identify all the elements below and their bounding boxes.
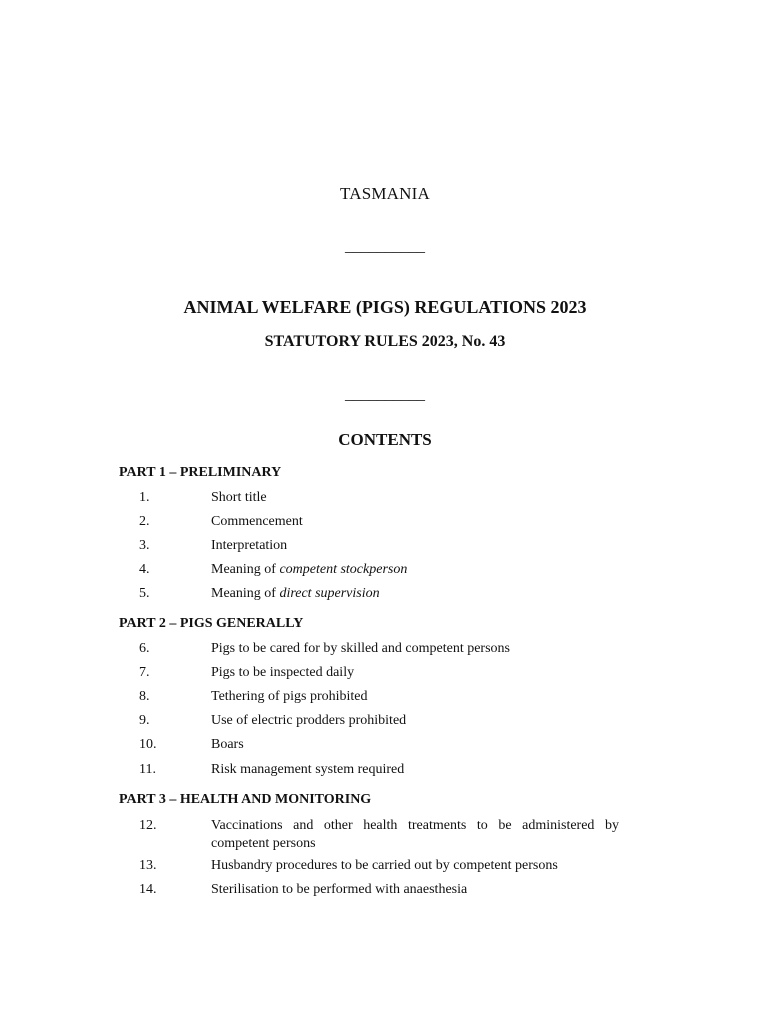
- statutory-rules-subtitle: STATUTORY RULES 2023, No. 43: [264, 333, 506, 350]
- toc-entry-number: 8.: [139, 689, 150, 704]
- toc-entry-number: 6.: [139, 641, 150, 656]
- toc-entry-number: 11.: [139, 762, 156, 777]
- toc-entry-number: 2.: [139, 514, 150, 529]
- toc-entry-title: Pigs to be inspected daily: [211, 665, 355, 680]
- part-2-heading: PART 2 – PIGS GENERALLY: [119, 616, 304, 631]
- document-title: ANIMAL WELFARE (PIGS) REGULATIONS 2023: [183, 297, 587, 317]
- toc-entry-number: 3.: [139, 538, 150, 553]
- toc-entry-title: [211, 817, 619, 853]
- toc-entry-number: 14.: [139, 882, 157, 897]
- toc-entry-title: Risk management system required: [211, 762, 405, 777]
- separator-line-2: __________: [345, 386, 425, 403]
- part-3-heading: PART 3 – HEALTH AND MONITORING: [119, 792, 372, 807]
- toc-entry-number: 12.: [139, 818, 157, 833]
- toc-entry-number: 5.: [139, 586, 150, 601]
- toc-entry-title-italic: competent stockperson: [279, 562, 408, 577]
- toc-entry-title: [211, 585, 619, 603]
- contents-heading: CONTENTS: [338, 430, 432, 449]
- toc-entry-title-italic: direct supervision: [279, 586, 380, 601]
- separator-line: __________: [345, 238, 425, 255]
- toc-entry-title: Boars: [211, 737, 244, 752]
- toc-entry-title: Husbandry procedures to be carried out by competent persons: [211, 858, 558, 873]
- toc-entry-number: 10.: [139, 737, 157, 752]
- toc-entry-title: Tethering of pigs prohibited: [211, 689, 368, 704]
- toc-entry-number: 7.: [139, 665, 150, 680]
- toc-entry-title-line-2: competent persons: [211, 836, 316, 851]
- toc-entry-number: 4.: [139, 562, 150, 577]
- toc-entry-title: Use of electric prodders prohibited: [211, 713, 407, 728]
- toc-entry-title: [211, 561, 619, 579]
- toc-entry-number: 13.: [139, 858, 157, 873]
- part-1-heading: PART 1 – PRELIMINARY: [119, 465, 282, 480]
- toc-entry-title-plain: Meaning of: [211, 562, 280, 577]
- toc-entry-title: Short title: [211, 490, 267, 505]
- jurisdiction-heading: TASMANIA: [340, 184, 430, 203]
- toc-entry-title-plain: Meaning of: [211, 586, 280, 601]
- toc-entry-title: Commencement: [211, 514, 303, 529]
- toc-entry-title-line-1: Vaccinations and other health treatments to be administered by: [211, 818, 619, 833]
- toc-entry-title: Sterilisation to be performed with anaesthesia: [211, 882, 468, 897]
- toc-entry-title: Interpretation: [211, 538, 288, 553]
- toc-entry-number: 9.: [139, 713, 150, 728]
- toc-entry-number: 1.: [139, 490, 150, 505]
- toc-entry-title: Pigs to be cared for by skilled and competent persons: [211, 641, 510, 656]
